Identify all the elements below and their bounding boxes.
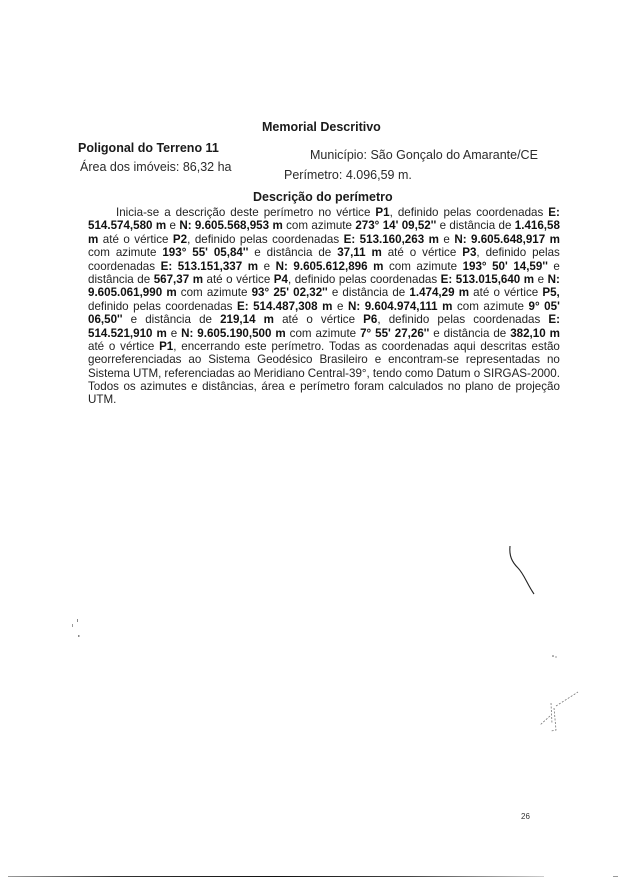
bold-text: 05' <box>544 299 560 313</box>
text: pelas <box>437 313 466 327</box>
property-area: Área dos imóveis: 86,32 ha <box>80 160 232 174</box>
text: vértice <box>120 339 155 353</box>
bold-text: 9.605.648,917 <box>471 232 546 246</box>
text: distância <box>342 286 389 300</box>
text: e <box>553 259 560 273</box>
text: de <box>392 286 406 300</box>
bold-text: 50' <box>492 259 508 273</box>
text: , <box>287 272 292 286</box>
text: as <box>364 339 378 353</box>
bold-text: 514.487,308 <box>253 299 318 313</box>
text: de <box>498 219 512 233</box>
text: plano <box>465 380 494 394</box>
text: Inicia-se <box>116 206 160 219</box>
text: azimute <box>483 299 525 313</box>
section-title: Descrição do perímetro <box>253 190 393 204</box>
text: e <box>336 299 344 313</box>
text: a <box>164 206 171 219</box>
bold-text: m <box>523 272 535 286</box>
page-edge-line <box>8 876 544 877</box>
text: o <box>108 339 116 353</box>
document-title: Memorial Descritivo <box>262 120 381 134</box>
text: o <box>226 272 233 286</box>
bold-text: m <box>549 326 560 340</box>
text: coordenadas <box>165 299 233 313</box>
text: Geodésico <box>257 353 313 367</box>
bold-text: P1 <box>375 206 390 219</box>
text: distância <box>88 272 134 286</box>
bold-text: 513.151,337 <box>177 259 243 273</box>
bold-text: 9.605.568,953 <box>194 219 270 233</box>
text: Todos <box>88 380 119 394</box>
text: o <box>306 313 313 327</box>
text: e <box>537 272 545 286</box>
bold-text: m <box>322 299 333 313</box>
text: com <box>88 246 110 260</box>
text: azimute <box>206 286 248 300</box>
bold-text: 1.416,58 <box>514 219 560 233</box>
text: e <box>191 380 198 394</box>
text: , <box>173 339 177 353</box>
text: , <box>187 232 191 246</box>
text: perímetro. <box>271 339 325 353</box>
bold-text: 55' <box>192 246 208 260</box>
bold-text: m <box>275 326 286 340</box>
text: com <box>180 286 203 300</box>
text: vértice <box>422 246 457 260</box>
text: UTM, <box>132 366 162 380</box>
text: o <box>409 246 417 260</box>
bold-text: P2 <box>172 232 188 246</box>
bold-text: 273° <box>355 219 380 233</box>
text: área <box>261 380 285 394</box>
text: de <box>137 272 151 286</box>
bold-text: 55' <box>375 326 391 340</box>
text: definido <box>397 206 439 219</box>
bold-text: m <box>88 232 99 246</box>
text: coordenadas <box>476 206 544 219</box>
bold-text: E: <box>343 232 356 246</box>
text: distância <box>145 313 191 327</box>
text: e <box>443 232 450 246</box>
bold-text: m <box>442 299 453 313</box>
text: de <box>318 246 332 260</box>
text: como <box>404 366 434 380</box>
text: pelas <box>338 272 367 286</box>
text: Todas <box>329 339 360 353</box>
text: Sistema <box>208 353 251 367</box>
bold-text: 7° <box>360 326 372 340</box>
text: os <box>123 380 136 394</box>
text: e <box>374 353 382 367</box>
text: aqui <box>453 339 476 353</box>
text: , <box>389 206 393 219</box>
bold-text: m <box>373 259 384 273</box>
text: definido <box>485 246 527 260</box>
text: encontram-se <box>388 353 459 367</box>
text: com <box>388 259 411 273</box>
text: vértice <box>336 206 371 219</box>
text: de <box>498 380 511 394</box>
text: e <box>169 219 176 233</box>
text: estão <box>531 339 560 353</box>
bold-text: N: <box>181 326 194 340</box>
text: calculados <box>388 380 444 394</box>
text: georreferenciadas <box>88 353 182 367</box>
text: ao <box>188 353 202 367</box>
text: e <box>433 326 440 340</box>
text: coordenadas <box>88 259 156 273</box>
bold-text: m <box>247 259 259 273</box>
text: e <box>331 286 339 300</box>
bold-text: 09,52'' <box>401 219 437 233</box>
text: e <box>130 313 138 327</box>
text: definido <box>194 232 236 246</box>
text: com <box>289 326 312 340</box>
text: definido <box>294 272 336 286</box>
text: pelas <box>239 232 268 246</box>
text: Datum <box>436 366 471 380</box>
text: o <box>123 232 130 246</box>
text: até <box>282 313 299 327</box>
municipality: Município: São Gonçalo do Amarante/CE <box>310 148 538 162</box>
bold-text: 567,37 <box>153 272 190 286</box>
bold-text: m <box>156 326 167 340</box>
text: representadas <box>465 353 541 367</box>
text: e <box>254 246 261 260</box>
text: até <box>387 246 404 260</box>
text: tendo <box>372 366 402 380</box>
bold-text: P3 <box>462 246 477 260</box>
text: coordenadas <box>272 232 340 246</box>
bold-text: P6 <box>363 313 378 327</box>
text: encerrando <box>181 339 240 353</box>
text: este <box>244 339 267 353</box>
page-number: 26 <box>521 812 530 821</box>
text: até <box>473 286 490 300</box>
bold-text: 513.160,263 <box>359 232 425 246</box>
bold-text: E: <box>548 206 560 219</box>
bold-text: 06,50'' <box>88 313 123 327</box>
bold-text: m <box>166 286 177 300</box>
bold-text: 9.605.612,896 <box>293 259 368 273</box>
text: pelas <box>443 206 472 219</box>
bold-text: 514.574,580 <box>88 219 153 233</box>
bold-text: 14,59'' <box>513 259 548 273</box>
text: vértice <box>320 313 356 327</box>
bold-text: 193° <box>162 246 187 260</box>
text: e <box>170 326 178 340</box>
bold-text: 9.605.061,990 <box>88 286 163 300</box>
text: azimute <box>311 219 352 233</box>
bold-text: N: <box>347 299 361 313</box>
text: no <box>546 353 560 367</box>
bold-text: 93° <box>251 286 270 300</box>
text: vértice <box>134 232 169 246</box>
text: definido <box>88 299 129 313</box>
bold-text: 25' <box>273 286 289 300</box>
bold-text: P1 <box>159 339 174 353</box>
text: de <box>493 326 507 340</box>
text: o <box>493 286 500 300</box>
bold-text: 9.604.974,111 <box>364 299 438 313</box>
text: distâncias, <box>202 380 257 394</box>
text: azimutes <box>140 380 187 394</box>
text: o <box>473 366 481 380</box>
text: e <box>289 380 296 394</box>
bold-text: 02,32'' <box>293 286 328 300</box>
text: pelas <box>532 246 560 260</box>
text: descritas <box>480 339 527 353</box>
bold-text: N: <box>179 219 192 233</box>
bold-text: m <box>272 219 283 233</box>
bold-text: 382,10 <box>510 326 546 340</box>
bold-text: m <box>428 232 439 246</box>
bold-text: P4 <box>273 272 288 286</box>
pen-stroke <box>510 546 534 594</box>
bold-text: 14' <box>382 219 399 233</box>
bold-text: 513.015,640 <box>455 272 521 286</box>
text: coordenadas <box>370 272 438 286</box>
text: pelas <box>133 299 161 313</box>
text: , <box>476 246 480 260</box>
text: Brasileiro <box>319 353 368 367</box>
bold-text: E: <box>236 299 249 313</box>
bold-text: N: <box>275 259 288 273</box>
text: UTM. <box>88 393 117 407</box>
bold-text: 37,11 <box>337 246 366 260</box>
text: e <box>263 259 271 273</box>
bold-text: N: <box>547 272 560 286</box>
text: com <box>456 299 479 313</box>
text: distância <box>443 326 490 340</box>
bold-text: m <box>458 286 470 300</box>
text: até <box>206 272 223 286</box>
bold-text: N: <box>454 232 467 246</box>
text: Sistema <box>88 366 130 380</box>
text: distância <box>449 219 496 233</box>
text: no <box>447 380 461 394</box>
page-edge-mark <box>613 876 618 877</box>
text: vértice <box>236 272 271 286</box>
bold-text: 05,84'' <box>213 246 249 260</box>
bold-text: m <box>371 246 382 260</box>
text: no <box>318 206 332 219</box>
bold-text: 193° <box>462 259 487 273</box>
bold-text: m <box>155 219 167 233</box>
text: de <box>199 313 212 327</box>
bold-text: E: <box>548 313 560 327</box>
bold-text: E: <box>440 272 453 286</box>
text: coordenadas <box>381 339 449 353</box>
text: até <box>88 339 105 353</box>
text: azimute <box>315 326 357 340</box>
text: perímetro <box>300 380 350 394</box>
text: , <box>377 313 381 327</box>
bold-text: 9.605.190,500 <box>197 326 272 340</box>
bold-text: 27,26'' <box>394 326 430 340</box>
text: deste <box>230 206 259 219</box>
text: e <box>439 219 447 233</box>
initials-signature <box>540 692 578 731</box>
text: projeção <box>515 380 560 394</box>
text: Central-39°, <box>307 366 370 380</box>
text: Meridiano <box>253 366 305 380</box>
bold-text: m <box>549 232 560 246</box>
text: até <box>102 232 119 246</box>
polygon-name: Poligonal do Terreno 11 <box>78 141 219 155</box>
text: distância <box>266 246 313 260</box>
text: referenciadas <box>164 366 235 380</box>
text: definido <box>388 313 430 327</box>
text: descrição <box>175 206 226 219</box>
text: coordenadas <box>473 313 541 327</box>
text: SIRGAS-2000. <box>483 366 560 380</box>
text: vértice <box>504 286 539 300</box>
text: perímetro <box>263 206 314 219</box>
bold-text: 219,14 <box>220 313 256 327</box>
bold-text: m <box>192 272 203 286</box>
bold-text: 514.521,910 <box>88 326 153 340</box>
text: azimute <box>115 246 157 260</box>
perimeter: Perímetro: 4.096,59 m. <box>284 168 412 182</box>
text: azimute <box>416 259 458 273</box>
text: ao <box>237 366 251 380</box>
bold-text: 1.474,29 <box>409 286 455 300</box>
bold-text: P5, <box>542 286 560 300</box>
text: com <box>286 219 309 233</box>
bold-text: E: <box>160 259 173 273</box>
text: foram <box>354 380 384 394</box>
bold-text: m <box>263 313 274 327</box>
bold-text: 9° <box>528 299 540 313</box>
